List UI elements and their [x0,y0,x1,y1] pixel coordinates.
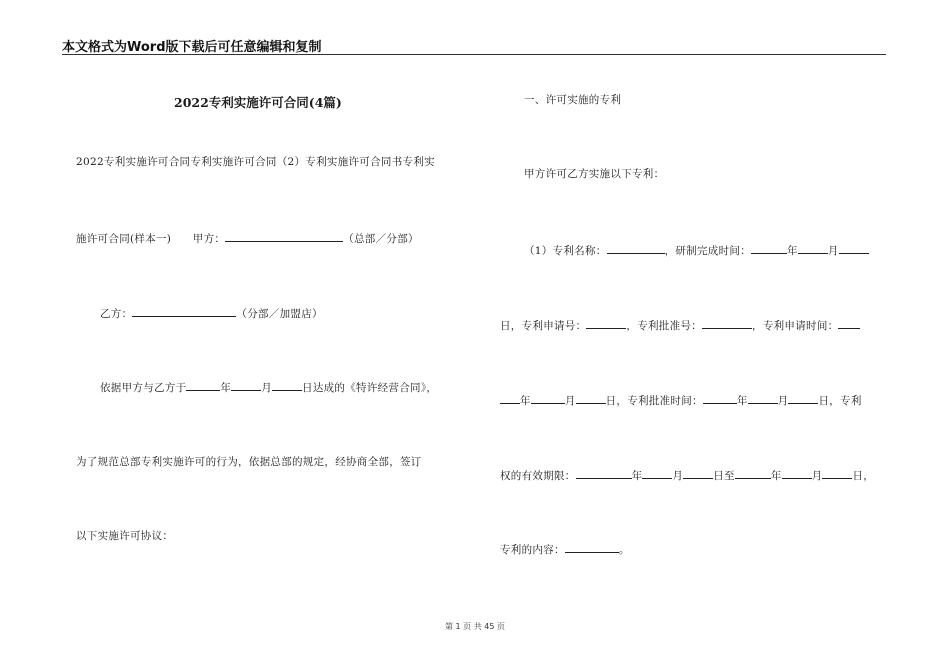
right-column [500,0,890,672]
left-line-4 [100,379,437,395]
party-a-note: （总部／分部） [343,233,419,245]
month-blank [798,242,828,254]
year-blank [735,467,771,479]
day-blank [822,467,852,479]
text-segment: 依据甲方与乙方于 [100,382,187,394]
year-blank [751,242,787,254]
text-segment: （1）专利名称： [524,245,607,257]
text-segment: ，专利申请时间： [752,320,839,332]
month-blank [748,392,778,404]
text-segment: 年 [736,395,748,407]
text-segment: 日，专利 [818,395,862,407]
text-segment: 年 [631,470,643,482]
text-segment: 日至 [713,470,735,482]
text-segment: 月 [811,470,823,482]
right-line-7 [500,541,630,557]
text-segment: 月 [261,382,273,394]
text-segment: 日， [852,470,875,482]
year-blank [703,392,737,404]
left-column [76,0,468,672]
year-blank [186,379,220,391]
month-blank [782,467,812,479]
month-blank [231,379,261,391]
day-blank [683,467,713,479]
party-a-blank [225,230,343,242]
application-number-blank [586,317,626,329]
text-segment: 月 [827,245,839,257]
right-line-1: 一、许可实施的专利 [524,94,622,106]
party-a-label: 施许可合同(样本一) 甲方： [76,233,226,245]
trailing-blank [839,242,869,254]
right-line-2: 甲方许可乙方实施以下专利： [524,168,665,180]
text-segment: 年 [220,382,232,394]
day-blank [788,392,818,404]
text-segment: 权的有效期限： [500,470,576,482]
party-b-note: （分部／加盟店） [236,308,323,320]
left-line-6: 以下实施许可协议： [76,530,174,542]
month-blank [642,467,672,479]
right-line-4 [500,317,860,333]
day-blank [272,379,302,391]
right-line-6 [500,467,874,483]
document-title: 2022专利实施许可合同(4篇) [174,95,342,110]
text-segment: 专利的内容： [500,544,565,556]
text-segment: 月 [672,470,684,482]
right-line-5 [500,392,862,408]
text-segment: 日，专利批准时间： [605,395,703,407]
text-segment: 月 [777,395,789,407]
patent-name-blank [607,242,665,254]
text-segment: 年 [770,470,782,482]
patent-content-blank [565,541,619,553]
left-line-5: 为了规范总部专利实施许可的行为，依据总部的规定，经协商全部，签订 [76,456,422,468]
year-blank [576,467,632,479]
page-number: 第 1 页 共 45 页 [445,622,505,631]
text-segment: 日达成的《特许经营合同》， [302,382,438,394]
leading-blank [500,392,520,404]
text-segment: 年 [520,395,531,407]
left-line-3 [100,305,323,321]
header-text: 本文格式为Word版下载后可任意编辑和复制 [62,40,322,55]
right-line-3 [524,242,869,258]
month-blank [531,392,565,404]
party-b-label: 乙方： [100,308,133,320]
day-blank [576,392,606,404]
text-segment: 。 [618,544,630,556]
trailing-blank [838,317,860,329]
text-segment: 日，专利申请号： [500,320,587,332]
left-line-2 [76,230,419,246]
party-b-blank [132,305,236,317]
text-segment: 年 [787,245,798,257]
text-segment: ，研制完成时间： [664,245,751,257]
approval-number-blank [702,317,752,329]
text-segment: 月 [564,395,576,407]
text-segment: ，专利批准号： [626,320,703,332]
left-line-1: 2022专利实施许可合同专利实施许可合同（2）专利实施许可合同书专利实 [76,156,435,168]
